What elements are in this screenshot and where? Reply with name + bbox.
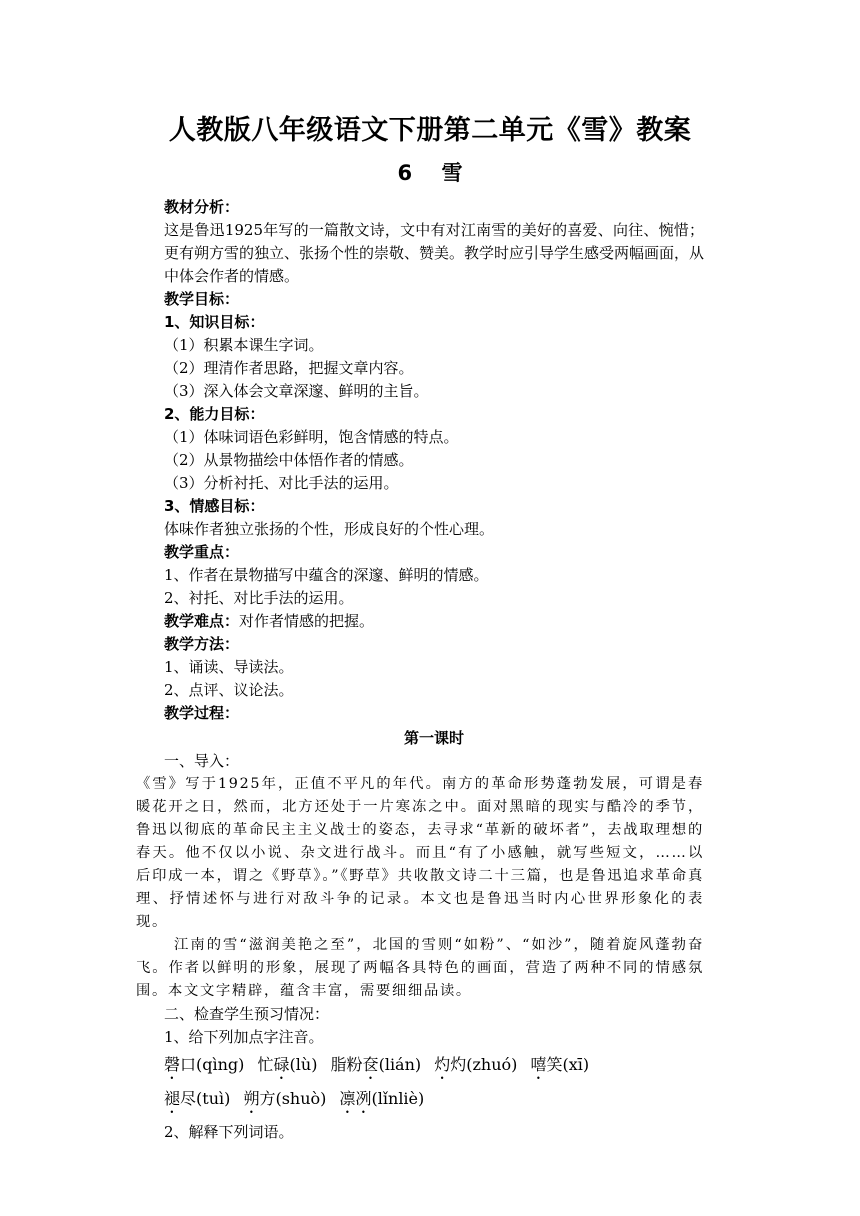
pinyin-word: 褪尽(tuì) — [164, 1089, 231, 1108]
ability-item: （3）分析衬托、对比手法的运用。 — [164, 474, 399, 492]
preview-heading: 二、检查学生预习情况： — [164, 1005, 330, 1023]
pinyin-word: 灼灼(zhuó) — [434, 1055, 518, 1074]
pinyin-row — [164, 1049, 704, 1083]
pinyin-task: 1、给下列加点字注音。 — [164, 1028, 324, 1046]
pinyin-word: 忙碌(lù) — [257, 1055, 318, 1074]
intro-heading: 一、导入： — [164, 752, 240, 770]
method-item: 2、点评、议论法。 — [164, 681, 294, 699]
difficulty-text: 对作者情感的把握。 — [239, 612, 375, 630]
ability-item: （2）从景物描绘中体悟作者的情感。 — [164, 451, 414, 469]
analysis-heading: 教材分析： — [164, 198, 240, 216]
pinyin-word: 嘻笑(xī) — [530, 1055, 590, 1074]
method-item: 1、诵读、导读法。 — [164, 658, 294, 676]
key-item: 2、衬托、对比手法的运用。 — [164, 589, 354, 607]
difficulty-heading: 教学难点： — [164, 612, 240, 630]
pinyin-word: 磬口(qìng) — [164, 1055, 245, 1074]
explain-task: 2、解释下列词语。 — [164, 1123, 294, 1141]
knowledge-heading: 1、知识目标： — [164, 313, 265, 331]
document-body — [136, 196, 705, 1144]
key-item: 1、作者在景物描写中蕴含的深邃、鲜明的情感。 — [164, 566, 489, 584]
pinyin-word: 朔方(shuò) — [243, 1089, 327, 1108]
intro-paragraph: 江南的雪“滋润美艳之至”，北国的雪则“如粉”、“如沙”，随着旋风蓬勃奋飞。作者以鲜明的形象，展现了两幅各具特色的画面，营造了两种不同的情感氛围。本文文字精辟，蕴含丰富，需要细细品读。 — [136, 937, 704, 999]
knowledge-item: （1）积累本课生字词。 — [164, 336, 324, 354]
lesson-heading: 第一课时 — [403, 729, 464, 747]
difficulty-line — [164, 610, 704, 633]
document-title: 人教版八年级语文下册第二单元《雪》教案 — [168, 115, 692, 146]
intro-paragraph: 《雪》写于1925年，正值不平凡的年代。南方的革命形势蓬勃发展，可谓是春暖花开之日，然而，北方还处于一片寒冻之中。面对黑暗的现实与酷冷的季节，鲁迅以彻底的革命民主主义战士的姿态，去寻求“革新的破坏者”，去战取理想的春天。他不仅以小说、杂文进行战斗。而且“有了小感触，就写些短文，……以后印成一本，谓之《野草》。”《野草》共收散文诗二十三篇，也是鲁迅追求革命真理、抒情述怀与进行对敌斗争的记录。本文也是鲁迅当时内心世界形象化的表现。 — [136, 776, 704, 930]
knowledge-item: （2）理清作者思路，把握文章内容。 — [164, 359, 414, 377]
ability-item: （1）体味词语色彩鲜明，饱含情感的特点。 — [164, 428, 459, 446]
process-heading: 教学过程： — [164, 704, 240, 722]
goals-heading: 教学目标： — [164, 290, 240, 308]
lesson-subtitle: 6 雪 — [397, 161, 463, 185]
pinyin-word: 脂粉奁(lián) — [330, 1055, 422, 1074]
analysis-text: 这是鲁迅1925年写的一篇散文诗，文中有对江南雪的美好的喜爱、向往、惋惜；更有朔方雪的独立、张扬个性的崇敬、赞美。教学时应引导学生感受两幅画面，从中体会作者的情感。 — [164, 221, 705, 285]
key-heading: 教学重点： — [164, 543, 240, 561]
pinyin-row — [164, 1083, 704, 1117]
method-heading: 教学方法： — [164, 635, 240, 653]
knowledge-item: （3）深入体会文章深邃、鲜明的主旨。 — [164, 382, 429, 400]
ability-heading: 2、能力目标： — [164, 405, 265, 423]
emotion-text: 体味作者独立张扬的个性，形成良好的个性心理。 — [164, 520, 495, 538]
emotion-heading: 3、情感目标： — [164, 497, 265, 515]
pinyin-word: 凛冽(lǐnliè) — [339, 1089, 425, 1108]
